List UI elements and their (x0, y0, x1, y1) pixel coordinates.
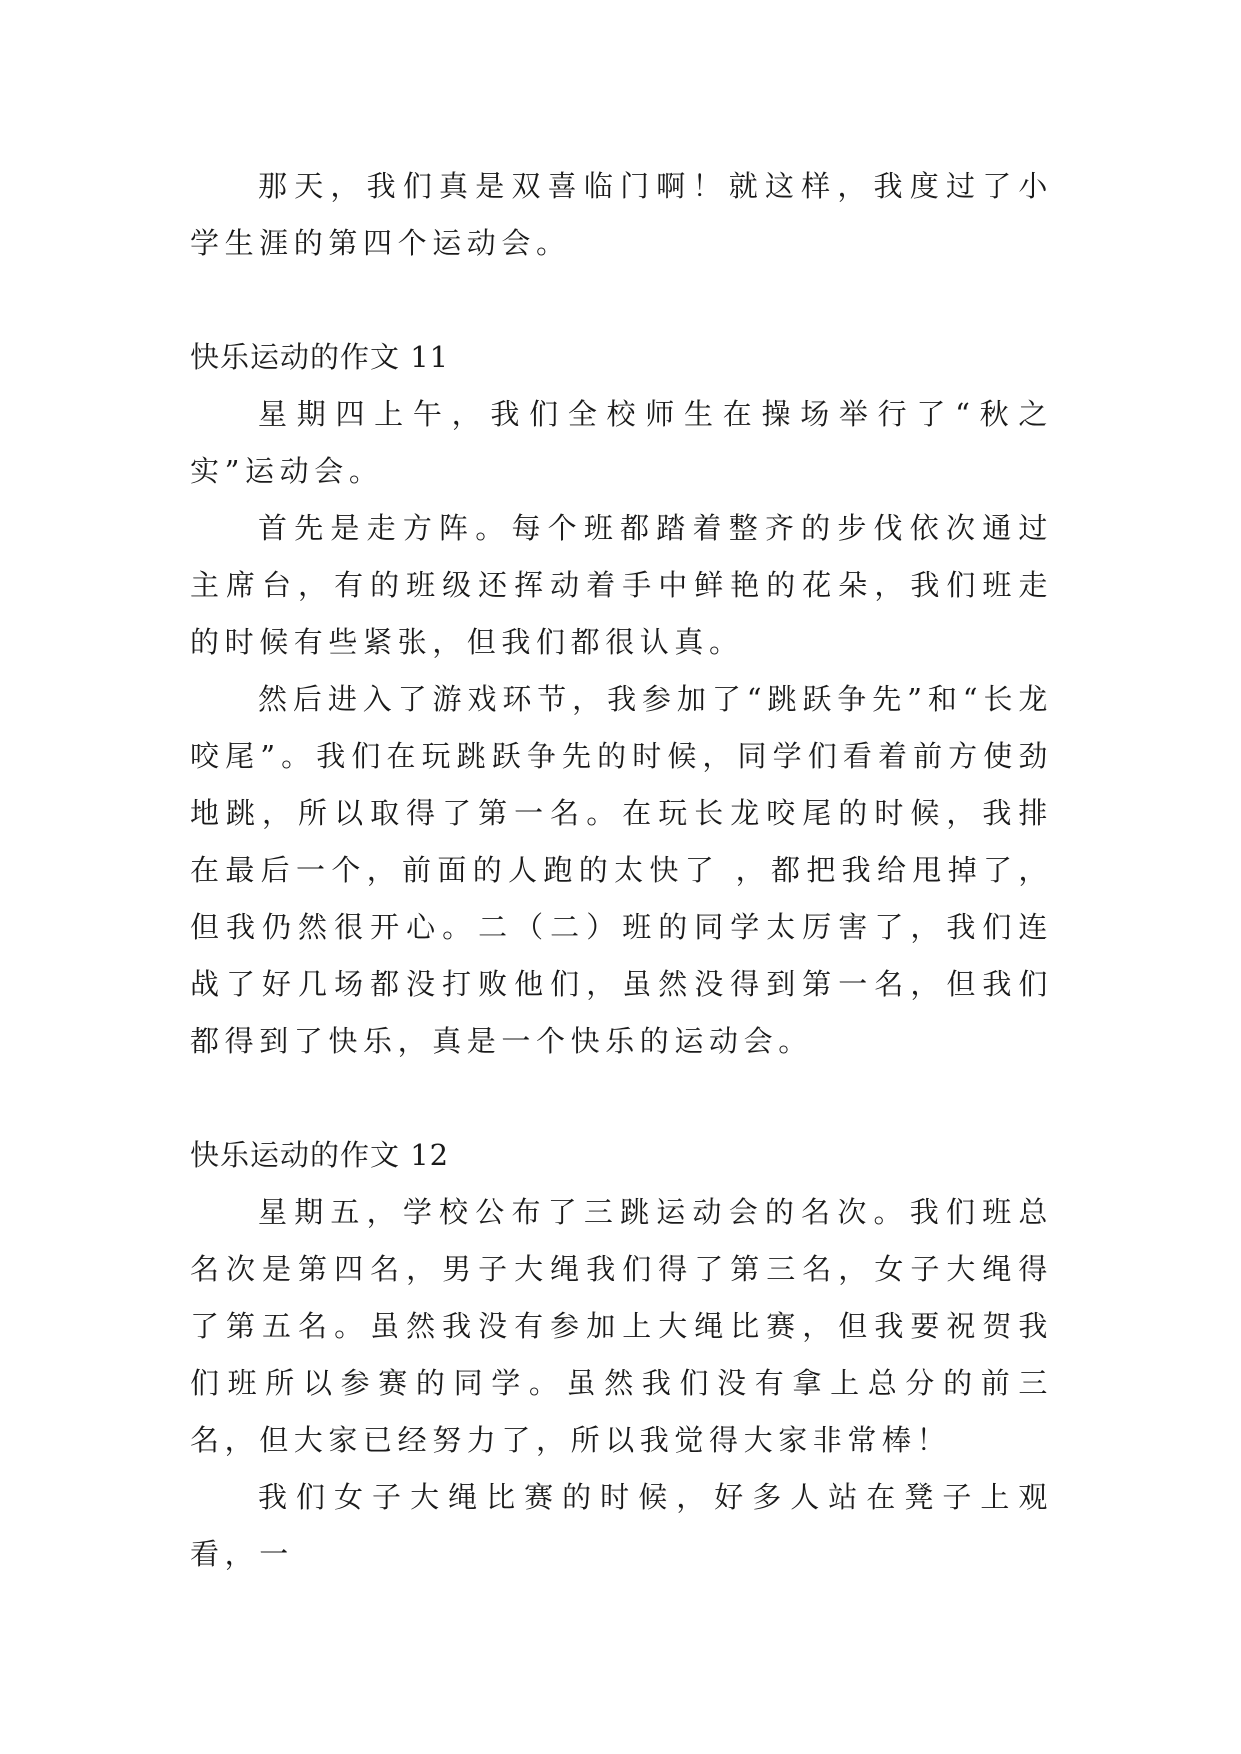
paragraph: 那天，我们真是双喜临门啊！就这样，我度过了小学生涯的第四个运动会。 (190, 169, 1053, 260)
section-heading: 快乐运动的作文 12 (190, 1138, 450, 1172)
paragraph: 星期四上午，我们全校师生在操场举行了“秋之实”运动会。 (190, 397, 1053, 488)
document-page (190, 158, 1053, 1583)
paragraph: 星期五，学校公布了三跳运动会的名次。我们班总名次是第四名，男子大绳我们得了第三名，女子大绳得了第五名。虽然我没有参加上大绳比赛，但我要祝贺我们班所以参赛的同学。虽然我们没有拿上总分的前三名，但大家已经努力了，所以我觉得大家非常棒！ (190, 1195, 1053, 1457)
paragraph: 我们女子大绳比赛的时候，好多人站在凳子上观看，一 (190, 1480, 1053, 1571)
section-gap (190, 1070, 1053, 1127)
paragraph: 然后进入了游戏环节，我参加了“跳跃争先”和“长龙咬尾”。我们在玩跳跃争先的时候，同学们看着前方使劲地跳，所以取得了第一名。在玩长龙咬尾的时候，我排在最后一个，前面的人跑的太快了 ，都把我给甩掉了，但我仍然很开心。二（二）班的同学太厉害了，我们连战了好几场都没打败他们，虽然没得到第一名，但我们都得到了快乐，真是一个快乐的运动会。 (190, 682, 1053, 1058)
section-heading: 快乐运动的作文 11 (190, 340, 450, 374)
paragraph: 首先是走方阵。每个班都踏着整齐的步伐依次通过主席台，有的班级还挥动着手中鲜艳的花朵，我们班走的时候有些紧张，但我们都很认真。 (190, 511, 1053, 659)
section-gap (190, 272, 1053, 329)
